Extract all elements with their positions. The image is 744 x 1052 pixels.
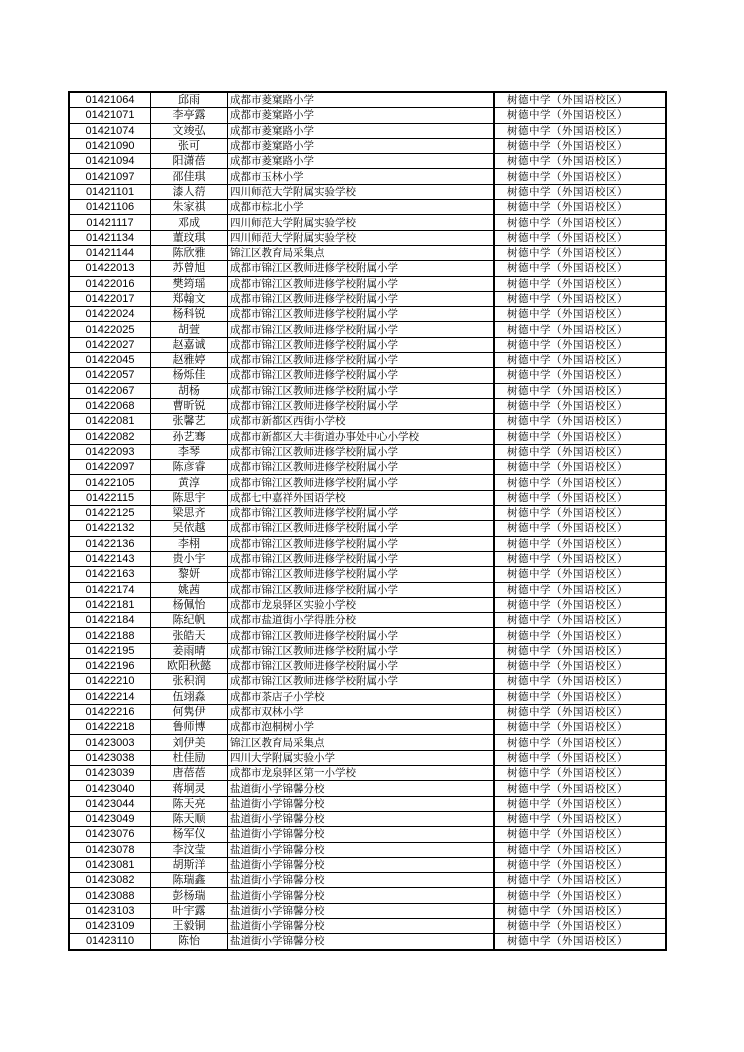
student-name-cell: 陈瑞鑫 (151, 873, 228, 888)
student-name-cell: 杜佳励 (151, 750, 228, 765)
admitted-school-cell: 树德中学（外国语校区） (495, 811, 667, 826)
student-name-cell: 赵嘉诚 (151, 337, 228, 352)
school-cell: 四川师范大学附属实验学校 (228, 184, 494, 199)
admitted-school-cell: 树德中学（外国语校区） (495, 383, 667, 398)
student-id-cell: 01423088 (69, 888, 151, 903)
table-row (69, 490, 666, 505)
table-row (69, 444, 666, 459)
table-row (69, 658, 666, 673)
school-cell: 成都市锦江区教师进修学校附属小学 (228, 322, 494, 337)
table-row (69, 827, 666, 842)
admitted-school-cell: 树德中学（外国语校区） (495, 291, 667, 306)
student-id-cell: 01422210 (69, 674, 151, 689)
student-name-cell: 邵佳琪 (151, 169, 228, 184)
admitted-school-cell: 树德中学（外国语校区） (495, 307, 667, 322)
table-row (69, 291, 666, 306)
school-cell: 成都市锦江区教师进修学校附属小学 (228, 674, 494, 689)
school-cell: 成都七中嘉祥外国语学校 (228, 490, 494, 505)
student-id-cell: 01422017 (69, 291, 151, 306)
student-id-cell: 01422184 (69, 613, 151, 628)
student-name-cell: 漆人葕 (151, 184, 228, 199)
school-cell: 成都市盐道街小学得胜分校 (228, 613, 494, 628)
admitted-school-cell: 树德中学（外国语校区） (495, 613, 667, 628)
student-name-cell: 吴依越 (151, 521, 228, 536)
table-row (69, 750, 666, 765)
school-cell: 成都市龙泉驿区实验小学校 (228, 597, 494, 612)
student-id-cell: 01421106 (69, 200, 151, 215)
student-id-cell: 01422218 (69, 720, 151, 735)
school-cell: 盐道街小学锦馨分校 (228, 873, 494, 888)
student-name-cell: 文竣弘 (151, 123, 228, 138)
school-cell: 锦江区教育局采集点 (228, 245, 494, 260)
school-cell: 成都市双林小学 (228, 704, 494, 719)
admitted-school-cell: 树德中学（外国语校区） (495, 842, 667, 857)
admitted-school-cell: 树德中学（外国语校区） (495, 337, 667, 352)
table-row (69, 934, 666, 950)
table-row (69, 766, 666, 781)
table-row (69, 506, 666, 521)
student-name-cell: 樊筠瑶 (151, 276, 228, 291)
student-name-cell: 曹昕锐 (151, 398, 228, 413)
school-cell: 成都市棕北小学 (228, 200, 494, 215)
student-id-cell: 01423044 (69, 796, 151, 811)
admitted-school-cell: 树德中学（外国语校区） (495, 169, 667, 184)
table-row (69, 628, 666, 643)
student-name-cell: 黎妍 (151, 567, 228, 582)
admitted-school-cell: 树德中学（外国语校区） (495, 597, 667, 612)
table-row (69, 261, 666, 276)
student-id-cell: 01421134 (69, 230, 151, 245)
admitted-school-cell: 树德中学（外国语校区） (495, 368, 667, 383)
school-cell: 盐道街小学锦馨分校 (228, 903, 494, 918)
admitted-school-cell: 树德中学（外国语校区） (495, 567, 667, 582)
table-row (69, 398, 666, 413)
student-id-cell: 01421094 (69, 154, 151, 169)
student-id-cell: 01422016 (69, 276, 151, 291)
student-id-cell: 01423110 (69, 934, 151, 950)
table-body (69, 92, 666, 950)
student-name-cell: 叶宇露 (151, 903, 228, 918)
student-id-cell: 01422216 (69, 704, 151, 719)
student-name-cell: 陈天亮 (151, 796, 228, 811)
admitted-school-cell: 树德中学（外国语校区） (495, 215, 667, 230)
admission-list-table (68, 91, 667, 951)
student-id-cell: 01421090 (69, 138, 151, 153)
student-id-cell: 01422195 (69, 643, 151, 658)
school-cell: 成都市锦江区教师进修学校附属小学 (228, 521, 494, 536)
student-id-cell: 01421074 (69, 123, 151, 138)
student-id-cell: 01423040 (69, 781, 151, 796)
student-name-cell: 陈天顺 (151, 811, 228, 826)
table-row (69, 108, 666, 123)
table-row (69, 521, 666, 536)
school-cell: 成都市锦江区教师进修学校附属小学 (228, 475, 494, 490)
student-id-cell: 01423081 (69, 857, 151, 872)
admitted-school-cell: 树德中学（外国语校区） (495, 658, 667, 673)
student-name-cell: 姚茜 (151, 582, 228, 597)
student-id-cell: 01421144 (69, 245, 151, 260)
student-name-cell: 梁思齐 (151, 506, 228, 521)
student-name-cell: 李汶莹 (151, 842, 228, 857)
student-id-cell: 01422143 (69, 551, 151, 566)
student-id-cell: 01422125 (69, 506, 151, 521)
school-cell: 成都市锦江区教师进修学校附属小学 (228, 536, 494, 551)
student-id-cell: 01422082 (69, 429, 151, 444)
admitted-school-cell: 树德中学（外国语校区） (495, 261, 667, 276)
student-name-cell: 姜雨晴 (151, 643, 228, 658)
student-id-cell: 01422214 (69, 689, 151, 704)
school-cell: 成都市新都区西街小学校 (228, 414, 494, 429)
student-name-cell: 陈纪帆 (151, 613, 228, 628)
student-name-cell: 胡杨 (151, 383, 228, 398)
admitted-school-cell: 树德中学（外国语校区） (495, 873, 667, 888)
student-name-cell: 蒋垌灵 (151, 781, 228, 796)
school-cell: 成都市锦江区教师进修学校附属小学 (228, 383, 494, 398)
table-row (69, 720, 666, 735)
school-cell: 成都市锦江区教师进修学校附属小学 (228, 398, 494, 413)
table-row (69, 551, 666, 566)
admitted-school-cell: 树德中学（外国语校区） (495, 551, 667, 566)
school-cell: 盐道街小学锦馨分校 (228, 842, 494, 857)
table-row (69, 919, 666, 934)
admitted-school-cell: 树德中学（外国语校区） (495, 857, 667, 872)
student-id-cell: 01422132 (69, 521, 151, 536)
admitted-school-cell: 树德中学（外国语校区） (495, 781, 667, 796)
admitted-school-cell: 树德中学（外国语校区） (495, 154, 667, 169)
admitted-school-cell: 树德中学（外国语校区） (495, 230, 667, 245)
admitted-school-cell: 树德中学（外国语校区） (495, 628, 667, 643)
student-id-cell: 01422025 (69, 322, 151, 337)
student-id-cell: 01421101 (69, 184, 151, 199)
student-name-cell: 欧阳秋懿 (151, 658, 228, 673)
school-cell: 成都市锦江区教师进修学校附属小学 (228, 368, 494, 383)
student-name-cell: 陈思宇 (151, 490, 228, 505)
student-id-cell: 01423003 (69, 735, 151, 750)
table-row (69, 230, 666, 245)
student-id-cell: 01422081 (69, 414, 151, 429)
school-cell: 四川大学附属实验小学 (228, 750, 494, 765)
admitted-school-cell: 树德中学（外国语校区） (495, 322, 667, 337)
admitted-school-cell: 树德中学（外国语校区） (495, 720, 667, 735)
table-row (69, 184, 666, 199)
school-cell: 成都市新都区大丰街道办事处中心小学校 (228, 429, 494, 444)
student-name-cell: 孙艺骞 (151, 429, 228, 444)
admitted-school-cell: 树德中学（外国语校区） (495, 138, 667, 153)
school-cell: 成都市锦江区教师进修学校附属小学 (228, 567, 494, 582)
admitted-school-cell: 树德中学（外国语校区） (495, 827, 667, 842)
student-name-cell: 贵小宇 (151, 551, 228, 566)
school-cell: 成都市锦江区教师进修学校附属小学 (228, 307, 494, 322)
student-id-cell: 01422105 (69, 475, 151, 490)
student-name-cell: 张皓天 (151, 628, 228, 643)
student-name-cell: 王毅铜 (151, 919, 228, 934)
admitted-school-cell: 树德中学（外国语校区） (495, 490, 667, 505)
admitted-school-cell: 树德中学（外国语校区） (495, 108, 667, 123)
table-row (69, 811, 666, 826)
student-id-cell: 01422163 (69, 567, 151, 582)
school-cell: 成都市锦江区教师进修学校附属小学 (228, 643, 494, 658)
student-name-cell: 杨佩怡 (151, 597, 228, 612)
school-cell: 成都市锦江区教师进修学校附属小学 (228, 658, 494, 673)
table-row (69, 857, 666, 872)
student-id-cell: 01422024 (69, 307, 151, 322)
student-name-cell: 陈欣雅 (151, 245, 228, 260)
school-cell: 成都市龙泉驿区第一小学校 (228, 766, 494, 781)
admitted-school-cell: 树德中学（外国语校区） (495, 245, 667, 260)
school-cell: 成都市菱窠路小学 (228, 123, 494, 138)
table-row (69, 460, 666, 475)
admitted-school-cell: 树德中学（外国语校区） (495, 92, 667, 108)
student-id-cell: 01421071 (69, 108, 151, 123)
table-row (69, 429, 666, 444)
student-id-cell: 01423078 (69, 842, 151, 857)
student-name-cell: 刘伊美 (151, 735, 228, 750)
admitted-school-cell: 树德中学（外国语校区） (495, 123, 667, 138)
student-id-cell: 01421064 (69, 92, 151, 108)
admitted-school-cell: 树德中学（外国语校区） (495, 750, 667, 765)
student-name-cell: 张积润 (151, 674, 228, 689)
admitted-school-cell: 树德中学（外国语校区） (495, 429, 667, 444)
student-name-cell: 陈怡 (151, 934, 228, 950)
student-id-cell: 01422188 (69, 628, 151, 643)
table-row (69, 873, 666, 888)
student-id-cell: 01423082 (69, 873, 151, 888)
school-cell: 锦江区教育局采集点 (228, 735, 494, 750)
table-row (69, 689, 666, 704)
student-id-cell: 01422045 (69, 353, 151, 368)
school-cell: 成都市锦江区教师进修学校附属小学 (228, 582, 494, 597)
student-name-cell: 朱家祺 (151, 200, 228, 215)
school-cell: 盐道街小学锦馨分校 (228, 811, 494, 826)
student-id-cell: 01422093 (69, 444, 151, 459)
admitted-school-cell: 树德中学（外国语校区） (495, 521, 667, 536)
school-cell: 成都市锦江区教师进修学校附属小学 (228, 276, 494, 291)
school-cell: 成都市玉林小学 (228, 169, 494, 184)
school-cell: 成都市锦江区教师进修学校附属小学 (228, 444, 494, 459)
table-row (69, 169, 666, 184)
table-row (69, 414, 666, 429)
school-cell: 成都市菱窠路小学 (228, 138, 494, 153)
student-name-cell: 杨军仪 (151, 827, 228, 842)
school-cell: 成都市锦江区教师进修学校附属小学 (228, 460, 494, 475)
admitted-school-cell: 树德中学（外国语校区） (495, 475, 667, 490)
table-row (69, 475, 666, 490)
student-name-cell: 李亭露 (151, 108, 228, 123)
school-cell: 盐道街小学锦馨分校 (228, 888, 494, 903)
student-id-cell: 01422068 (69, 398, 151, 413)
student-name-cell: 苏曾旭 (151, 261, 228, 276)
table-row (69, 643, 666, 658)
admitted-school-cell: 树德中学（外国语校区） (495, 184, 667, 199)
school-cell: 盐道街小学锦馨分校 (228, 827, 494, 842)
table-row (69, 123, 666, 138)
table-row (69, 154, 666, 169)
table-row (69, 353, 666, 368)
student-id-cell: 01422067 (69, 383, 151, 398)
table-row (69, 200, 666, 215)
student-id-cell: 01421097 (69, 169, 151, 184)
table-row (69, 92, 666, 108)
student-name-cell: 邓成 (151, 215, 228, 230)
school-cell: 成都市锦江区教师进修学校附属小学 (228, 261, 494, 276)
student-id-cell: 01421117 (69, 215, 151, 230)
school-cell: 四川师范大学附属实验学校 (228, 215, 494, 230)
table-row (69, 597, 666, 612)
school-cell: 成都市菱窠路小学 (228, 154, 494, 169)
table-row (69, 842, 666, 857)
table-row (69, 613, 666, 628)
student-id-cell: 01422027 (69, 337, 151, 352)
admitted-school-cell: 树德中学（外国语校区） (495, 704, 667, 719)
table-row (69, 536, 666, 551)
student-id-cell: 01422013 (69, 261, 151, 276)
school-cell: 盐道街小学锦馨分校 (228, 781, 494, 796)
student-name-cell: 张馨艺 (151, 414, 228, 429)
student-name-cell: 董玟琪 (151, 230, 228, 245)
admitted-school-cell: 树德中学（外国语校区） (495, 200, 667, 215)
student-name-cell: 赵雅婷 (151, 353, 228, 368)
student-name-cell: 彭杨瑞 (151, 888, 228, 903)
admitted-school-cell: 树德中学（外国语校区） (495, 506, 667, 521)
student-name-cell: 胡斯洋 (151, 857, 228, 872)
student-name-cell: 杨烁佳 (151, 368, 228, 383)
student-id-cell: 01422136 (69, 536, 151, 551)
student-id-cell: 01422097 (69, 460, 151, 475)
table-row (69, 368, 666, 383)
table-row (69, 322, 666, 337)
student-name-cell: 鲁师博 (151, 720, 228, 735)
school-cell: 成都市菱窠路小学 (228, 108, 494, 123)
school-cell: 成都市菱窠路小学 (228, 92, 494, 108)
school-cell: 成都市泡桐树小学 (228, 720, 494, 735)
table-row (69, 582, 666, 597)
student-id-cell: 01423038 (69, 750, 151, 765)
admitted-school-cell: 树德中学（外国语校区） (495, 689, 667, 704)
admitted-school-cell: 树德中学（外国语校区） (495, 460, 667, 475)
student-name-cell: 陈彦睿 (151, 460, 228, 475)
admitted-school-cell: 树德中学（外国语校区） (495, 934, 667, 950)
school-cell: 盐道街小学锦馨分校 (228, 934, 494, 950)
student-name-cell: 伍翊淼 (151, 689, 228, 704)
table-row (69, 903, 666, 918)
school-cell: 四川师范大学附属实验学校 (228, 230, 494, 245)
student-name-cell: 何隽伊 (151, 704, 228, 719)
table-row (69, 307, 666, 322)
student-name-cell: 邱雨 (151, 92, 228, 108)
table-row (69, 276, 666, 291)
student-name-cell: 阳潇蓓 (151, 154, 228, 169)
admitted-school-cell: 树德中学（外国语校区） (495, 888, 667, 903)
admitted-school-cell: 树德中学（外国语校区） (495, 643, 667, 658)
admitted-school-cell: 树德中学（外国语校区） (495, 444, 667, 459)
student-name-cell: 张可 (151, 138, 228, 153)
table-row (69, 704, 666, 719)
student-name-cell: 郑翰文 (151, 291, 228, 306)
school-cell: 成都市锦江区教师进修学校附属小学 (228, 353, 494, 368)
admitted-school-cell: 树德中学（外国语校区） (495, 766, 667, 781)
admitted-school-cell: 树德中学（外国语校区） (495, 735, 667, 750)
table-row (69, 567, 666, 582)
student-id-cell: 01423076 (69, 827, 151, 842)
school-cell: 盐道街小学锦馨分校 (228, 857, 494, 872)
student-id-cell: 01422174 (69, 582, 151, 597)
table-row (69, 138, 666, 153)
table-row (69, 674, 666, 689)
student-id-cell: 01423109 (69, 919, 151, 934)
table-row (69, 337, 666, 352)
student-name-cell: 杨科锐 (151, 307, 228, 322)
student-name-cell: 李栩 (151, 536, 228, 551)
admitted-school-cell: 树德中学（外国语校区） (495, 903, 667, 918)
student-id-cell: 01423103 (69, 903, 151, 918)
admitted-school-cell: 树德中学（外国语校区） (495, 919, 667, 934)
table-row (69, 735, 666, 750)
student-id-cell: 01422115 (69, 490, 151, 505)
admitted-school-cell: 树德中学（外国语校区） (495, 276, 667, 291)
table-row (69, 781, 666, 796)
school-cell: 成都市锦江区教师进修学校附属小学 (228, 291, 494, 306)
student-id-cell: 01423039 (69, 766, 151, 781)
table-row (69, 245, 666, 260)
table-row (69, 383, 666, 398)
table-row (69, 796, 666, 811)
student-name-cell: 唐蓓蓓 (151, 766, 228, 781)
school-cell: 成都市锦江区教师进修学校附属小学 (228, 506, 494, 521)
school-cell: 盐道街小学锦馨分校 (228, 796, 494, 811)
school-cell: 成都市锦江区教师进修学校附属小学 (228, 628, 494, 643)
table-row (69, 215, 666, 230)
school-cell: 盐道街小学锦馨分校 (228, 919, 494, 934)
admitted-school-cell: 树德中学（外国语校区） (495, 353, 667, 368)
admitted-school-cell: 树德中学（外国语校区） (495, 582, 667, 597)
student-name-cell: 黄淳 (151, 475, 228, 490)
admitted-school-cell: 树德中学（外国语校区） (495, 536, 667, 551)
admitted-school-cell: 树德中学（外国语校区） (495, 414, 667, 429)
student-id-cell: 01422057 (69, 368, 151, 383)
school-cell: 成都市茶店子小学校 (228, 689, 494, 704)
school-cell: 成都市锦江区教师进修学校附属小学 (228, 337, 494, 352)
student-name-cell: 李琴 (151, 444, 228, 459)
student-name-cell: 胡萱 (151, 322, 228, 337)
school-cell: 成都市锦江区教师进修学校附属小学 (228, 551, 494, 566)
student-id-cell: 01422181 (69, 597, 151, 612)
admitted-school-cell: 树德中学（外国语校区） (495, 398, 667, 413)
admitted-school-cell: 树德中学（外国语校区） (495, 796, 667, 811)
table-row (69, 888, 666, 903)
student-id-cell: 01423049 (69, 811, 151, 826)
student-id-cell: 01422196 (69, 658, 151, 673)
admitted-school-cell: 树德中学（外国语校区） (495, 674, 667, 689)
